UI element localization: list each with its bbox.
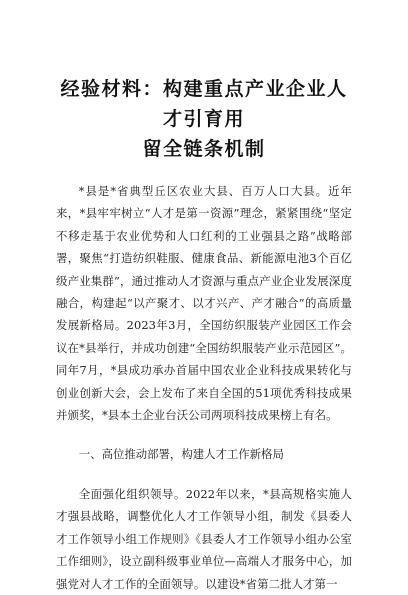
section-heading: 一、高位推动部署，构建人才工作新格局 [78, 447, 284, 462]
body-paragraph: 全面强化组织领导。2022年以来，*县高规格实施人才强县战略，调整优化人才工作领导小组，制发《县委人才工作领导小组工作规则》《县委人才工作领导小组办公室工作细则》，设立副科级事业单位—高端人才服务中心，加强党对人才工作的全面领导。以建设*省第二批人才第一 [56, 486, 352, 591]
document-title-line1: 经验材料：构建重点产业企业人才引育用 [60, 78, 348, 130]
intro-paragraph: *县是*省典型丘区农业大县、百万人口大县。近年来，*县牢牢树立“人才是第一资源”理念，紧紧围绕“坚定不移走基于农业优势和人口红利的工业强县之路”战略部署，聚焦“打造纺织鞋服、健康食品、新能源电池3个百亿级产业集群”，通过推动人才资源与重点产业企业发展深度融合，构建起“以产聚才、以才兴产、产才融合”的高质量发展新格局。2023年3月，全国纺织服装产业园区工作会议在*县举行，并成功创建“全国纺织服装产业示范园区”。同年7月，*县成功承办首届中国农业企业科技成果转化与创业创新大会，会上发布了来自全国的51项优秀科技成果并颁奖，*县本土企业台沃公司两项科技成果榜上有名。 [56, 184, 352, 423]
document-title-line2: 留全链条机制 [142, 138, 266, 160]
document-title [56, 74, 352, 164]
